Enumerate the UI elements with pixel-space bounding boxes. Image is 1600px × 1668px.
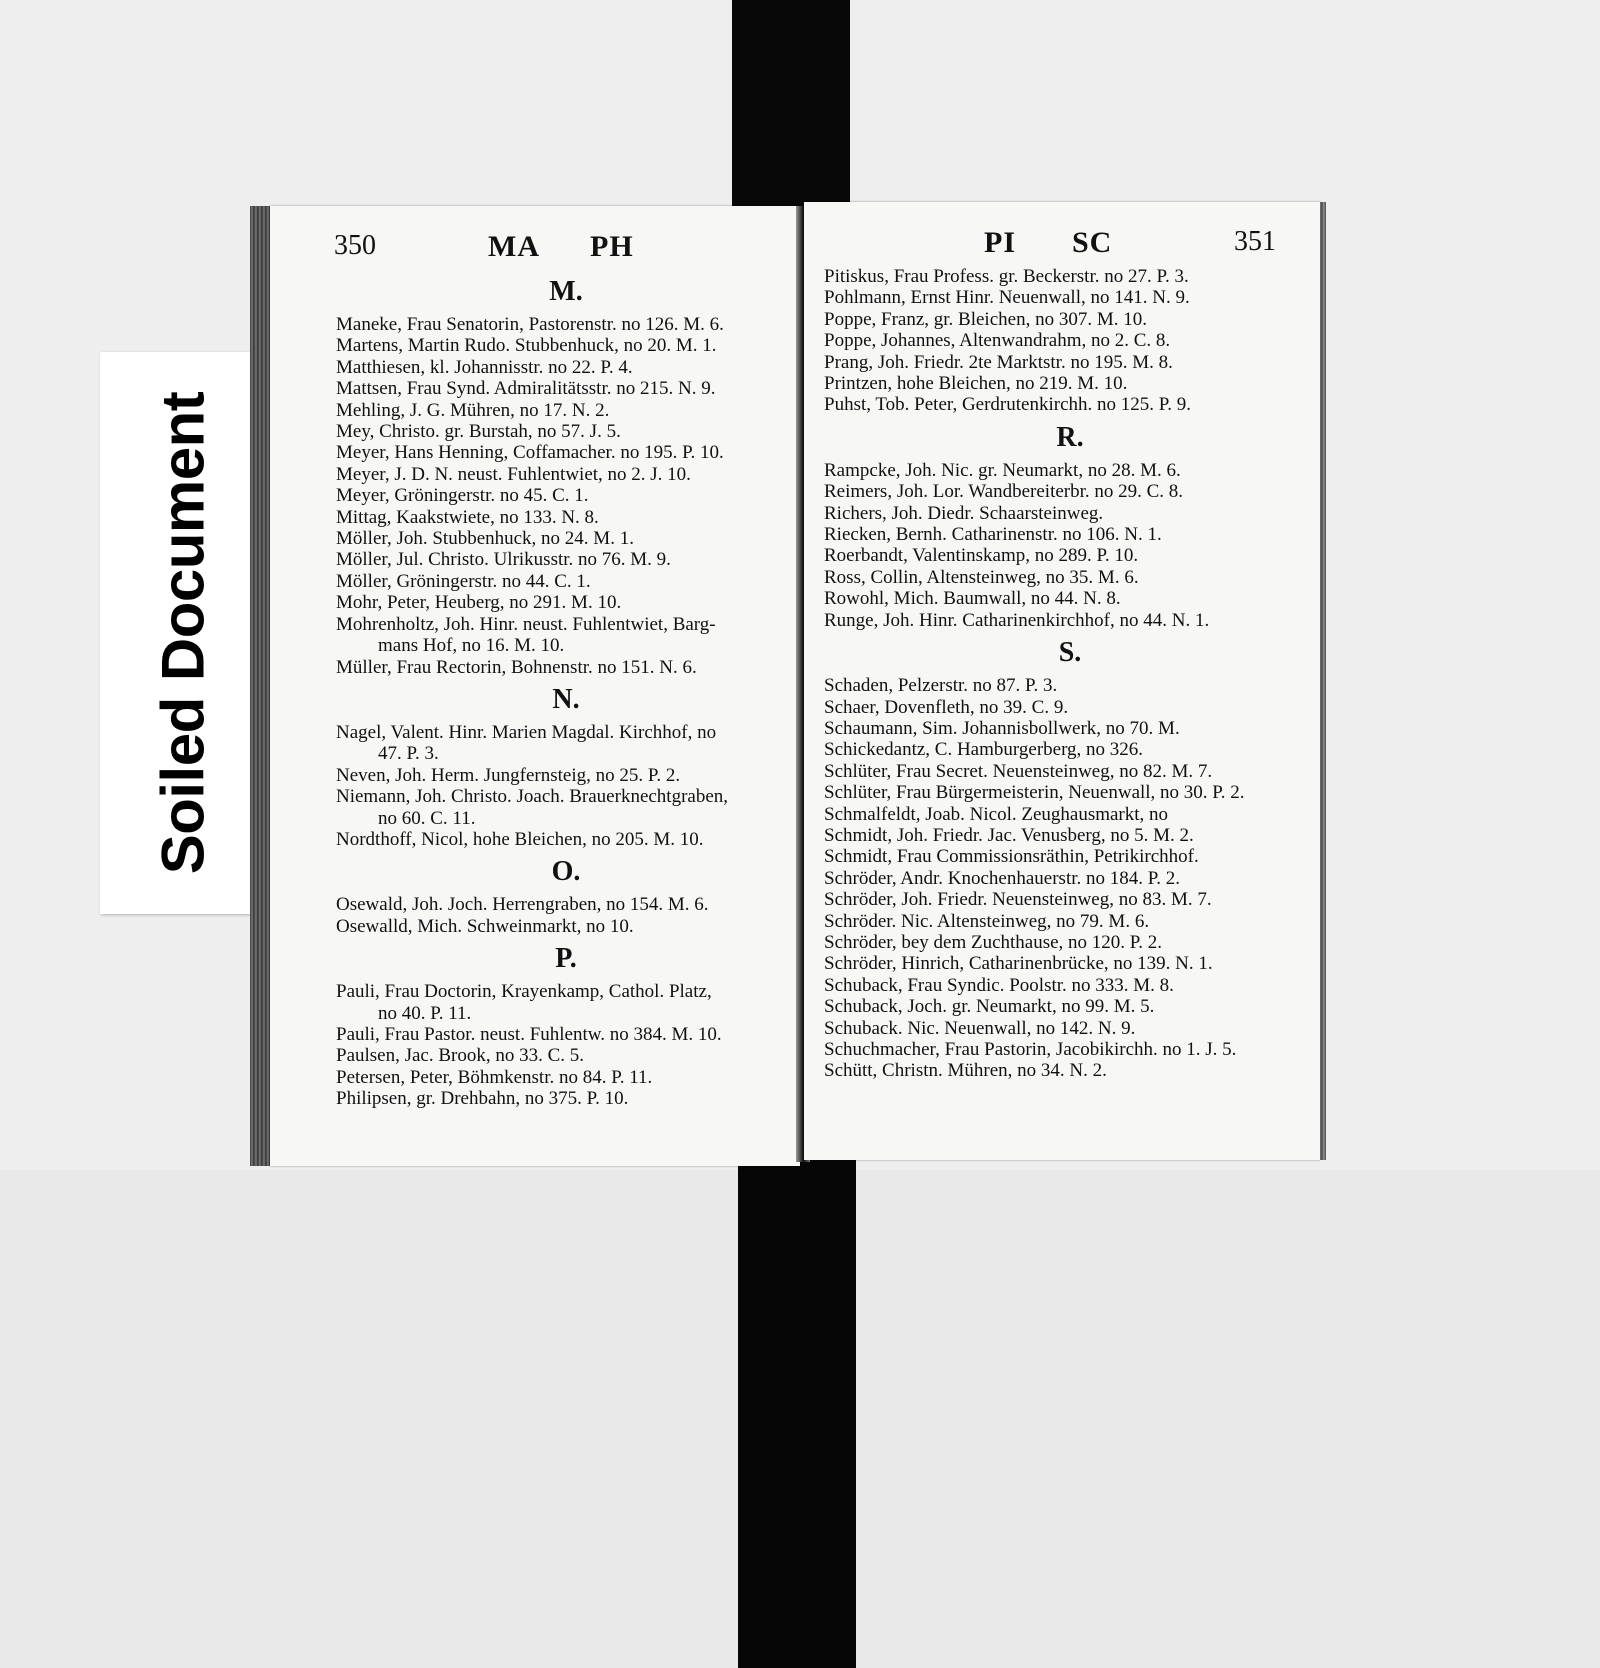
- directory-entry: no 40. P. 11.: [378, 1002, 472, 1024]
- directory-entry: Nordthoff, Nicol, hohe Bleichen, no 205. M. 10.: [336, 828, 704, 850]
- page-number-right: 351: [1234, 226, 1276, 257]
- directory-entry: Schaumann, Sim. Johannisbollwerk, no 70. M.: [824, 717, 1180, 739]
- directory-entry: Schmidt, Frau Commissionsräthin, Petrikirchhof.: [824, 846, 1199, 868]
- directory-entry: Mittag, Kaakstwiete, no 133. N. 8.: [336, 506, 599, 528]
- directory-entry: Schröder, Hinrich, Catharinenbrücke, no 139. N. 1.: [824, 953, 1213, 975]
- directory-entry: Philipsen, gr. Drehbahn, no 375. P. 10.: [336, 1088, 629, 1110]
- directory-entry: Mehling, J. G. Mühren, no 17. N. 2.: [336, 399, 610, 421]
- directory-entry: Richers, Joh. Diedr. Schaarsteinweg.: [824, 502, 1104, 524]
- directory-entry: Osewalld, Mich. Schweinmarkt, no 10.: [336, 915, 634, 937]
- directory-entry: Möller, Gröningerstr. no 44. C. 1.: [336, 570, 591, 592]
- directory-entry: 47. P. 3.: [378, 743, 439, 765]
- directory-entry: Meyer, J. D. N. neust. Fuhlentwiet, no 2. J. 10.: [336, 463, 691, 485]
- directory-entry: Poppe, Franz, gr. Bleichen, no 307. M. 10.: [824, 308, 1147, 330]
- scanner-strip-top: [732, 0, 850, 212]
- directory-entry: Müller, Frau Rectorin, Bohnenstr. no 151. N. 6.: [336, 656, 697, 678]
- directory-entry: Mey, Christo. gr. Burstah, no 57. J. 5.: [336, 421, 621, 443]
- directory-entry: Möller, Joh. Stubbenhuck, no 24. M. 1.: [336, 528, 634, 550]
- directory-entry: Runge, Joh. Hinr. Catharinenkirchhof, no 44. N. 1.: [824, 609, 1210, 631]
- directory-entry: Möller, Jul. Christo. Ulrikusstr. no 76. M. 9.: [336, 549, 671, 571]
- directory-entry: Paulsen, Jac. Brook, no 33. C. 5.: [336, 1045, 585, 1067]
- directory-entry: Rampcke, Joh. Nic. gr. Neumarkt, no 28. M. 6.: [824, 459, 1181, 481]
- directory-entry: Schickedantz, C. Hamburgerberg, no 326.: [824, 739, 1144, 761]
- directory-entry: Riecken, Bernh. Catharinenstr. no 106. N. 1.: [824, 524, 1162, 546]
- right-page: [804, 202, 1320, 1160]
- directory-entry: mans Hof, no 16. M. 10.: [378, 635, 565, 657]
- directory-entry: Rowohl, Mich. Baumwall, no 44. N. 8.: [824, 588, 1121, 610]
- directory-entry: Mattsen, Frau Synd. Admiralitätsstr. no 215. N. 9.: [336, 378, 716, 400]
- directory-entry: Nagel, Valent. Hinr. Marien Magdal. Kirchhof, no: [336, 721, 717, 743]
- directory-entry: Schröder, Joh. Friedr. Neuensteinweg, no 83. M. 7.: [824, 889, 1212, 911]
- directory-entry: Puhst, Tob. Peter, Gerdrutenkirchh. no 125. P. 9.: [824, 394, 1191, 416]
- directory-entry: Neven, Joh. Herm. Jungfernsteig, no 25. P. 2.: [336, 764, 681, 786]
- left-page: [270, 206, 800, 1166]
- directory-entry: Pohlmann, Ernst Hinr. Neuenwall, no 141. N. 9.: [824, 287, 1190, 309]
- directory-entry: Mohrenholtz, Joh. Hinr. neust. Fuhlentwiet, Barg-: [336, 613, 716, 635]
- directory-entry: Schaden, Pelzerstr. no 87. P. 3.: [824, 675, 1058, 697]
- right-head-left: PI: [984, 226, 1016, 259]
- directory-entry: Schlüter, Frau Bürgermeisterin, Neuenwall, no 30. P. 2.: [824, 782, 1245, 804]
- directory-entry: Meyer, Gröningerstr. no 45. C. 1.: [336, 485, 589, 507]
- section-letter: M.: [549, 276, 583, 307]
- directory-entry: Schmidt, Joh. Friedr. Jac. Venusberg, no 5. M. 2.: [824, 824, 1194, 846]
- directory-entry: Schuchmacher, Frau Pastorin, Jacobikirchh. no 1. J. 5.: [824, 1039, 1237, 1060]
- directory-entry: Schaer, Dovenfleth, no 39. C. 9.: [824, 696, 1069, 718]
- directory-entry: Schuback. Nic. Neuenwall, no 142. N. 9.: [824, 1017, 1136, 1039]
- directory-entry: Matthiesen, kl. Johannisstr. no 22. P. 4.: [336, 356, 633, 378]
- directory-entry: Schuback, Joch. gr. Neumarkt, no 99. M. 5.: [824, 996, 1155, 1018]
- directory-entry: Maneke, Frau Senatorin, Pastorenstr. no 126. M. 6.: [336, 314, 724, 335]
- section-letter: P.: [555, 943, 577, 975]
- directory-entry: Schuback, Frau Syndic. Poolstr. no 333. M. 8.: [824, 974, 1174, 996]
- left-entries: [336, 270, 796, 1110]
- section-letter: R.: [1056, 421, 1084, 453]
- directory-entry: Niemann, Joh. Christo. Joach. Brauerknechtgraben,: [336, 786, 729, 808]
- section-letter: N.: [552, 683, 580, 715]
- left-head-right: PH: [590, 230, 634, 263]
- soiled-document-label: Soiled Document: [149, 391, 217, 875]
- directory-entry: Printzen, hohe Bleichen, no 219. M. 10.: [824, 373, 1128, 395]
- right-entries: [824, 266, 1316, 1082]
- directory-entry: Pauli, Frau Pastor. neust. Fuhlentw. no 384. M. 10.: [336, 1023, 722, 1045]
- directory-entry: Schlüter, Frau Secret. Neuensteinweg, no 82. M. 7.: [824, 760, 1213, 782]
- directory-entry: Meyer, Hans Henning, Coffamacher. no 195. P. 10.: [336, 442, 724, 464]
- directory-entry: Ross, Collin, Altensteinweg, no 35. M. 6.: [824, 566, 1139, 588]
- directory-entry: Poppe, Johannes, Altenwandrahm, no 2. C. 8.: [824, 330, 1171, 352]
- directory-entry: no 60. C. 11.: [378, 807, 476, 829]
- directory-entry: Schmalfeldt, Joab. Nicol. Zeughausmarkt, no: [824, 803, 1169, 825]
- directory-entry: Martens, Martin Rudo. Stubbenhuck, no 20. M. 1.: [336, 335, 717, 357]
- directory-entry: Roerbandt, Valentinskamp, no 289. P. 10.: [824, 545, 1139, 567]
- section-letter: S.: [1058, 637, 1082, 669]
- directory-entry: Pitiskus, Frau Profess. gr. Beckerstr. no 27. P. 3.: [824, 266, 1189, 287]
- directory-entry: Schütt, Christn. Mühren, no 34. N. 2.: [824, 1060, 1107, 1082]
- right-head-right: SC: [1072, 226, 1113, 259]
- directory-entry: Schröder, Andr. Knochenhauerstr. no 184. P. 2.: [824, 867, 1180, 889]
- page-number-left: 350: [334, 230, 376, 261]
- scanner-strip-bottom: [738, 1150, 856, 1668]
- directory-entry: Schröder. Nic. Altensteinweg, no 79. M. 6.: [824, 910, 1150, 932]
- left-head-left: MA: [488, 230, 540, 263]
- directory-entry: Schröder, bey dem Zuchthause, no 120. P. 2.: [824, 931, 1163, 953]
- section-letter: O.: [551, 856, 581, 888]
- directory-entry: Pauli, Frau Doctorin, Krayenkamp, Cathol. Platz,: [336, 981, 712, 1003]
- directory-entry: Petersen, Peter, Böhmkenstr. no 84. P. 11.: [336, 1066, 653, 1088]
- directory-entry: Reimers, Joh. Lor. Wandbereiterbr. no 29. C. 8.: [824, 481, 1184, 503]
- directory-entry: Prang, Joh. Friedr. 2te Marktstr. no 195. M. 8.: [824, 351, 1173, 373]
- directory-entry: Osewald, Joh. Joch. Herrengraben, no 154. M. 6.: [336, 894, 709, 916]
- directory-entry: Mohr, Peter, Heuberg, no 291. M. 10.: [336, 592, 622, 614]
